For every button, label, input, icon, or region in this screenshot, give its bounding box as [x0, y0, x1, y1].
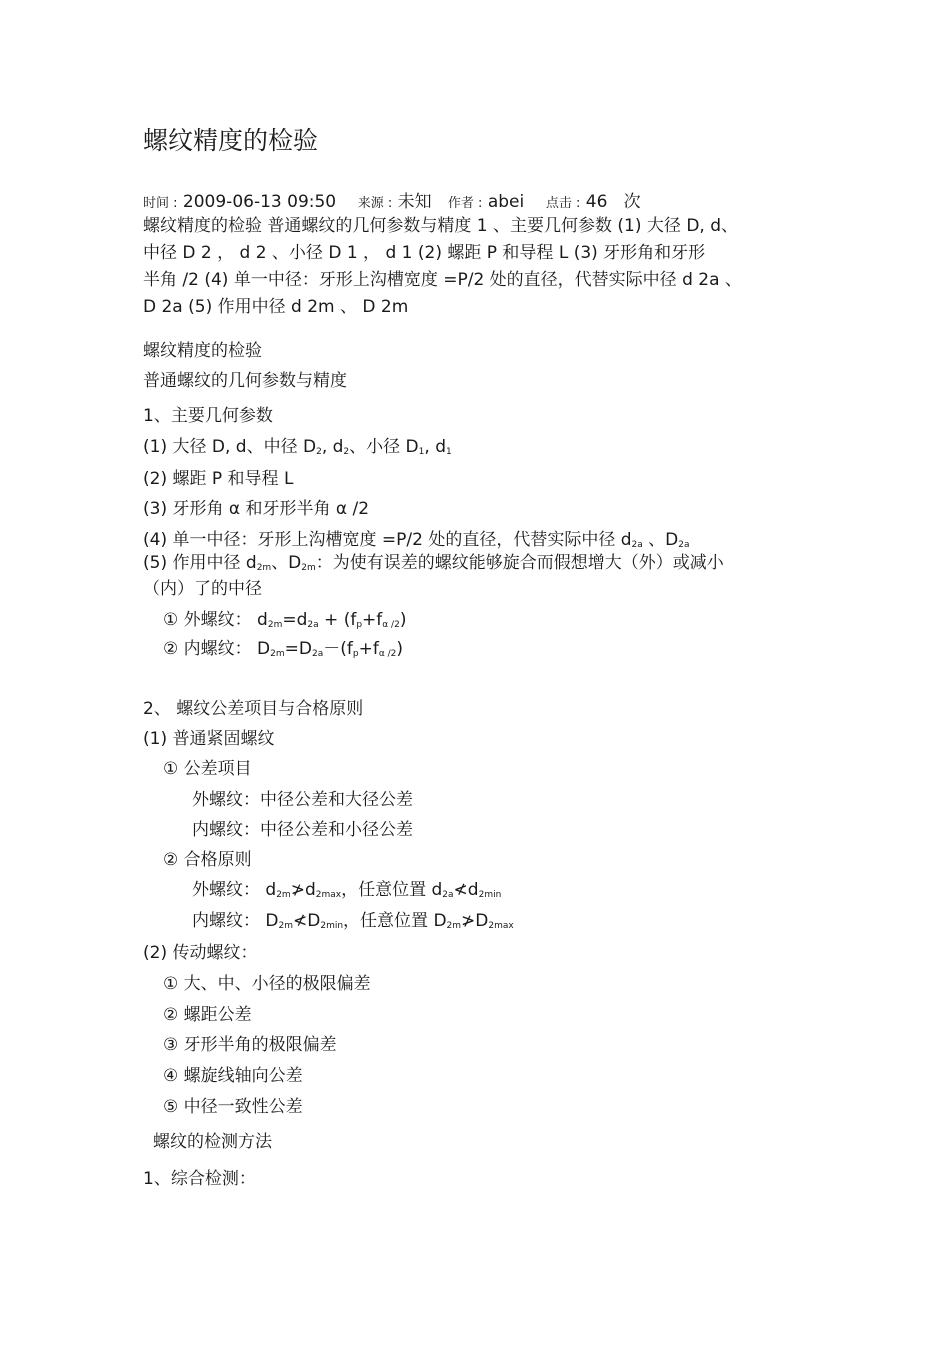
formula-text: ) — [396, 639, 404, 659]
formula-text: ① 外螺纹： d — [163, 610, 268, 630]
param-5-text: (5) 作用中径 d — [143, 553, 257, 573]
subscript: 2a — [442, 890, 454, 900]
time-label: 时间 : — [143, 196, 178, 211]
subscript: 2max — [488, 921, 514, 931]
summary-line: 半角 /2 (4) 单一中径：牙形上沟槽宽度 =P/2 处的直径，代替实际中径 d 2a 、 — [143, 270, 742, 290]
summary-line: 螺纹精度的检验 普通螺纹的几何参数与精度 1 、主要几何参数 (1) 大径 D, d、 — [143, 216, 739, 236]
section-subheading: 普通螺纹的几何参数与精度 — [143, 371, 347, 391]
list-item: ③ 牙形半角的极限偏差 — [163, 1035, 337, 1055]
param-1-text: , d — [321, 437, 344, 457]
param-3: (3) 牙形角 α 和牙形半角 α /2 — [143, 499, 370, 519]
summary-line: 中径 D 2 ， d 2 、小径 D 1 ， d 1 (2) 螺距 P 和导程 L (3) 牙形角和牙形 — [143, 243, 706, 263]
subscript: 2m — [276, 890, 291, 900]
subscript: 1 — [446, 447, 452, 457]
formula-text: =D — [284, 639, 312, 659]
param-1 — [143, 436, 452, 458]
param-1-text: , d — [424, 437, 446, 457]
subscript: 1 — [418, 447, 425, 457]
time-value: 2009-06-13 09:50 — [182, 192, 337, 212]
acceptance-text: ，任意位置 D — [343, 911, 447, 931]
acceptance-text: ≯d — [290, 880, 316, 900]
param-5 — [143, 552, 724, 574]
internal-thread-formula — [163, 638, 403, 660]
subscript: 2a — [631, 540, 643, 550]
list-item: ② 螺距公差 — [163, 1005, 252, 1025]
subscript: 2m — [267, 620, 283, 630]
subscript: 2 — [343, 447, 350, 457]
author-label: 作者 : — [447, 196, 483, 211]
acceptance-text: ≯D — [461, 911, 489, 931]
subscript: α /2 — [378, 649, 397, 659]
param-5-continued: （内）了的中径 — [143, 579, 262, 599]
subscript: 2m — [446, 921, 462, 931]
subscript: 2a — [311, 649, 324, 659]
subscript: 2a — [678, 540, 690, 550]
external-thread-formula — [163, 609, 406, 631]
external-acceptance — [192, 879, 501, 901]
acceptance-text: ，任意位置 d — [341, 880, 443, 900]
param-4 — [143, 529, 690, 551]
section-1-title: 1、主要几何参数 — [143, 406, 273, 426]
formula-text: + (f — [318, 610, 357, 630]
section-3-title: 螺纹的检测方法 — [153, 1132, 272, 1152]
acceptance-text: ≮D — [293, 911, 321, 931]
clicks-label: 点击 : — [545, 196, 581, 211]
param-1-text: (1) 大径 D, d、中径 D — [143, 437, 317, 457]
list-item: ① 大、中、小径的极限偏差 — [163, 974, 371, 994]
comprehensive-inspection: 1、综合检测： — [143, 1169, 256, 1189]
param-4-text: 、D — [642, 530, 679, 550]
formula-text: +f — [362, 610, 383, 630]
subscript: 2min — [320, 921, 344, 931]
subscript: 2m — [301, 563, 316, 573]
list-item: ⑤ 中径一致性公差 — [163, 1097, 303, 1117]
transmission-thread: (2) 传动螺纹： — [143, 943, 258, 963]
external-tolerance: 外螺纹：中径公差和大径公差 — [192, 790, 413, 810]
article-meta — [143, 191, 641, 215]
author-value: abei — [487, 192, 525, 212]
acceptance-text: 内螺纹： D — [192, 911, 279, 931]
acceptance-text: 外螺纹： d — [192, 880, 277, 900]
subscript: 2a — [307, 620, 319, 630]
subscript: p — [356, 620, 363, 630]
param-4-text: (4) 单一中径：牙形上沟槽宽度 =P/2 处的直径，代替实际中径 d — [143, 530, 632, 550]
tolerance-items: ① 公差项目 — [163, 759, 252, 779]
subscript: 2 — [316, 447, 322, 457]
clicks-value: 46 — [585, 192, 608, 212]
formula-text: －(f — [323, 639, 353, 659]
summary-paragraph — [143, 213, 823, 321]
fastening-thread: (1) 普通紧固螺纹 — [143, 729, 275, 749]
formula-text: +f — [358, 639, 379, 659]
formula-text: ② 内螺纹： D — [163, 639, 271, 659]
subscript: 2m — [256, 563, 272, 573]
subscript: 2m — [278, 921, 293, 931]
formula-text: ) — [399, 610, 407, 630]
subscript: 2max — [315, 890, 342, 900]
subscript: α /2 — [382, 620, 400, 630]
source-value: 未知 — [397, 192, 432, 212]
subscript: 2min — [478, 890, 502, 900]
subscript: p — [352, 649, 359, 659]
internal-acceptance — [192, 910, 514, 932]
param-1-text: 、小径 D — [349, 437, 419, 457]
formula-text: =d — [282, 610, 308, 630]
source-label: 来源 : — [357, 196, 393, 211]
subscript: 2m — [270, 649, 285, 659]
clicks-unit: 次 — [623, 192, 641, 212]
acceptance-principle: ② 合格原则 — [163, 850, 252, 870]
summary-line: D 2a (5) 作用中径 d 2m 、 D 2m — [143, 297, 409, 317]
section-heading: 螺纹精度的检验 — [143, 341, 262, 361]
internal-tolerance: 内螺纹：中径公差和小径公差 — [192, 820, 413, 840]
param-5-text: 、D — [271, 553, 302, 573]
page-title: 螺纹精度的检验 — [143, 126, 319, 155]
list-item: ④ 螺旋线轴向公差 — [163, 1066, 303, 1086]
param-5-text: ：为使有误差的螺纹能够旋合而假想增大（外）或减小 — [315, 553, 724, 573]
acceptance-text: ≮d — [453, 880, 479, 900]
param-2: (2) 螺距 P 和导程 L — [143, 469, 294, 489]
section-2-title: 2、 螺纹公差项目与合格原则 — [143, 699, 364, 719]
